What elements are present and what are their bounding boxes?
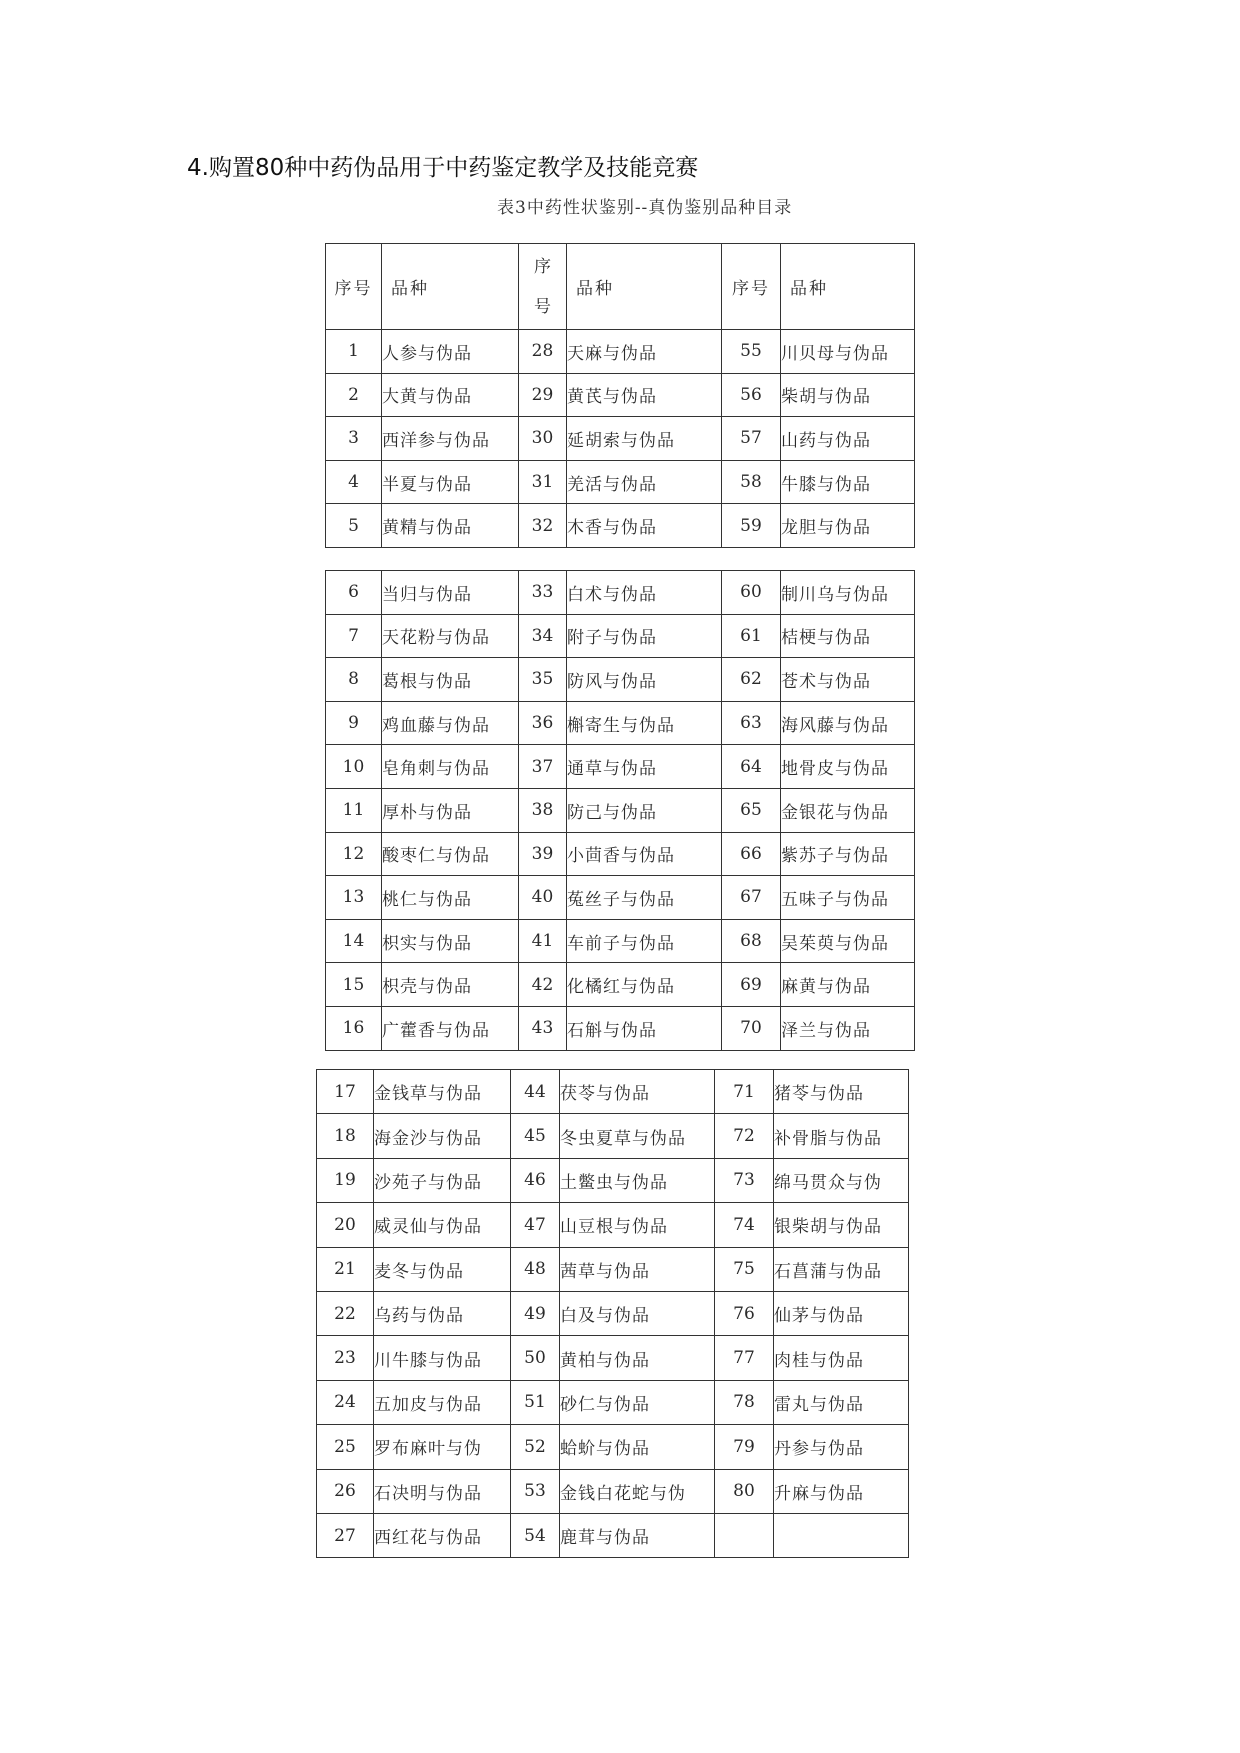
variety-cell: 五加皮与伪品 xyxy=(374,1380,511,1424)
variety-cell: 木香与伪品 xyxy=(567,504,722,548)
table-row xyxy=(317,1291,909,1335)
variety-cell: 银柴胡与伪品 xyxy=(774,1203,909,1247)
seq-cell: 3 xyxy=(326,417,382,461)
variety-cell: 菟丝子与伪品 xyxy=(567,876,722,920)
variety-cell: 川牛膝与伪品 xyxy=(374,1336,511,1380)
seq-cell: 32 xyxy=(519,504,567,548)
variety-cell: 绵马贯众与伪 xyxy=(774,1158,909,1202)
variety-cell: 黄柏与伪品 xyxy=(560,1336,715,1380)
variety-cell: 仙茅与伪品 xyxy=(774,1291,909,1335)
variety-cell: 广藿香与伪品 xyxy=(382,1006,519,1050)
variety-cell: 附子与伪品 xyxy=(567,614,722,658)
variety-cell: 茜草与伪品 xyxy=(560,1247,715,1291)
seq-cell: 77 xyxy=(715,1336,774,1380)
variety-cell: 金钱草与伪品 xyxy=(374,1070,511,1114)
header-variety: 品种 xyxy=(567,244,722,330)
seq-cell: 34 xyxy=(519,614,567,658)
table-row xyxy=(317,1469,909,1513)
seq-cell: 38 xyxy=(519,788,567,832)
table-row xyxy=(317,1203,909,1247)
seq-cell: 67 xyxy=(722,876,781,920)
seq-cell: 42 xyxy=(519,963,567,1007)
variety-cell: 猪苓与伪品 xyxy=(774,1070,909,1114)
seq-cell: 65 xyxy=(722,788,781,832)
seq-cell: 15 xyxy=(326,963,382,1007)
variety-cell: 白术与伪品 xyxy=(567,571,722,615)
seq-cell: 74 xyxy=(715,1203,774,1247)
seq-cell: 78 xyxy=(715,1380,774,1424)
seq-cell: 39 xyxy=(519,832,567,876)
seq-cell: 19 xyxy=(317,1158,374,1202)
variety-cell: 延胡索与伪品 xyxy=(567,417,722,461)
variety-cell: 地骨皮与伪品 xyxy=(781,745,915,789)
table-block-3 xyxy=(316,1069,909,1558)
seq-cell: 14 xyxy=(326,919,382,963)
variety-cell: 石菖蒲与伪品 xyxy=(774,1247,909,1291)
table-row xyxy=(317,1114,909,1158)
seq-cell: 25 xyxy=(317,1425,374,1469)
variety-cell: 金银花与伪品 xyxy=(781,788,915,832)
seq-cell: 50 xyxy=(511,1336,560,1380)
table-row xyxy=(317,1247,909,1291)
seq-cell: 79 xyxy=(715,1425,774,1469)
variety-cell: 乌药与伪品 xyxy=(374,1291,511,1335)
variety-cell: 雷丸与伪品 xyxy=(774,1380,909,1424)
seq-cell: 58 xyxy=(722,460,781,504)
seq-cell: 8 xyxy=(326,658,382,702)
section-heading: 4.购置80种中药伪品用于中药鉴定教学及技能竞赛 xyxy=(187,155,699,181)
table-caption: 表3中药性状鉴别--真伪鉴别品种目录 xyxy=(497,198,793,218)
seq-cell: 4 xyxy=(326,460,382,504)
table-row xyxy=(326,330,915,374)
variety-cell: 麻黄与伪品 xyxy=(781,963,915,1007)
variety-cell: 石斛与伪品 xyxy=(567,1006,722,1050)
header-variety: 品种 xyxy=(382,244,519,330)
seq-cell: 40 xyxy=(519,876,567,920)
table-row xyxy=(326,1006,915,1050)
seq-cell: 71 xyxy=(715,1070,774,1114)
seq-cell: 52 xyxy=(511,1425,560,1469)
variety-cell: 防己与伪品 xyxy=(567,788,722,832)
variety-cell: 龙胆与伪品 xyxy=(781,504,915,548)
table-row xyxy=(326,745,915,789)
seq-cell: 37 xyxy=(519,745,567,789)
seq-cell: 48 xyxy=(511,1247,560,1291)
seq-cell: 51 xyxy=(511,1380,560,1424)
seq-cell: 29 xyxy=(519,373,567,417)
variety-cell: 制川乌与伪品 xyxy=(781,571,915,615)
seq-cell: 54 xyxy=(511,1513,560,1557)
seq-cell: 2 xyxy=(326,373,382,417)
seq-cell: 41 xyxy=(519,919,567,963)
seq-cell: 31 xyxy=(519,460,567,504)
variety-cell: 西洋参与伪品 xyxy=(382,417,519,461)
seq-cell: 33 xyxy=(519,571,567,615)
table-row xyxy=(326,963,915,1007)
seq-cell: 66 xyxy=(722,832,781,876)
variety-cell: 海风藤与伪品 xyxy=(781,701,915,745)
variety-cell: 肉桂与伪品 xyxy=(774,1336,909,1380)
variety-cell: 海金沙与伪品 xyxy=(374,1114,511,1158)
variety-cell: 麦冬与伪品 xyxy=(374,1247,511,1291)
variety-cell: 桃仁与伪品 xyxy=(382,876,519,920)
seq-cell: 18 xyxy=(317,1114,374,1158)
variety-cell: 桔梗与伪品 xyxy=(781,614,915,658)
header-seq: 序号 xyxy=(326,244,382,330)
variety-cell: 鹿茸与伪品 xyxy=(560,1513,715,1557)
variety-cell: 半夏与伪品 xyxy=(382,460,519,504)
table-block-2 xyxy=(325,570,915,1051)
seq-cell xyxy=(715,1513,774,1557)
seq-cell: 44 xyxy=(511,1070,560,1114)
seq-cell: 57 xyxy=(722,417,781,461)
table-row xyxy=(326,701,915,745)
variety-cell: 羌活与伪品 xyxy=(567,460,722,504)
variety-cell xyxy=(774,1513,909,1557)
seq-cell: 28 xyxy=(519,330,567,374)
table-row xyxy=(326,658,915,702)
seq-cell: 35 xyxy=(519,658,567,702)
variety-cell: 丹参与伪品 xyxy=(774,1425,909,1469)
seq-cell: 75 xyxy=(715,1247,774,1291)
seq-cell: 24 xyxy=(317,1380,374,1424)
variety-cell: 沙苑子与伪品 xyxy=(374,1158,511,1202)
variety-cell: 天花粉与伪品 xyxy=(382,614,519,658)
seq-cell: 69 xyxy=(722,963,781,1007)
table-header-row xyxy=(326,244,915,330)
seq-cell: 64 xyxy=(722,745,781,789)
seq-cell: 61 xyxy=(722,614,781,658)
variety-cell: 人参与伪品 xyxy=(382,330,519,374)
variety-cell: 苍术与伪品 xyxy=(781,658,915,702)
variety-cell: 槲寄生与伪品 xyxy=(567,701,722,745)
variety-cell: 金钱白花蛇与伪 xyxy=(560,1469,715,1513)
seq-cell: 1 xyxy=(326,330,382,374)
variety-cell: 五味子与伪品 xyxy=(781,876,915,920)
seq-cell: 63 xyxy=(722,701,781,745)
table-row xyxy=(326,460,915,504)
seq-cell: 22 xyxy=(317,1291,374,1335)
seq-cell: 59 xyxy=(722,504,781,548)
variety-cell: 川贝母与伪品 xyxy=(781,330,915,374)
seq-cell: 55 xyxy=(722,330,781,374)
table-row xyxy=(326,373,915,417)
seq-cell: 70 xyxy=(722,1006,781,1050)
variety-cell: 枳实与伪品 xyxy=(382,919,519,963)
seq-cell: 60 xyxy=(722,571,781,615)
seq-cell: 20 xyxy=(317,1203,374,1247)
table-row xyxy=(326,919,915,963)
seq-cell: 12 xyxy=(326,832,382,876)
table-row xyxy=(326,504,915,548)
variety-cell: 皂角刺与伪品 xyxy=(382,745,519,789)
seq-cell: 13 xyxy=(326,876,382,920)
variety-cell: 牛膝与伪品 xyxy=(781,460,915,504)
variety-cell: 石决明与伪品 xyxy=(374,1469,511,1513)
seq-cell: 17 xyxy=(317,1070,374,1114)
seq-cell: 7 xyxy=(326,614,382,658)
table-row xyxy=(317,1070,909,1114)
table-row xyxy=(326,876,915,920)
variety-cell: 吴茱萸与伪品 xyxy=(781,919,915,963)
header-seq: 序号 xyxy=(722,244,781,330)
variety-cell: 山豆根与伪品 xyxy=(560,1203,715,1247)
seq-cell: 36 xyxy=(519,701,567,745)
variety-cell: 防风与伪品 xyxy=(567,658,722,702)
variety-cell: 罗布麻叶与伪 xyxy=(374,1425,511,1469)
seq-cell: 45 xyxy=(511,1114,560,1158)
seq-cell: 10 xyxy=(326,745,382,789)
table-row xyxy=(317,1158,909,1202)
variety-cell: 土鳖虫与伪品 xyxy=(560,1158,715,1202)
table-row xyxy=(317,1425,909,1469)
variety-cell: 西红花与伪品 xyxy=(374,1513,511,1557)
seq-cell: 46 xyxy=(511,1158,560,1202)
variety-cell: 化橘红与伪品 xyxy=(567,963,722,1007)
variety-cell: 鸡血藤与伪品 xyxy=(382,701,519,745)
variety-cell: 酸枣仁与伪品 xyxy=(382,832,519,876)
table-block-1 xyxy=(325,243,915,548)
table-row xyxy=(317,1513,909,1557)
variety-cell: 大黄与伪品 xyxy=(382,373,519,417)
seq-cell: 16 xyxy=(326,1006,382,1050)
seq-cell: 73 xyxy=(715,1158,774,1202)
variety-cell: 冬虫夏草与伪品 xyxy=(560,1114,715,1158)
seq-cell: 80 xyxy=(715,1469,774,1513)
table-row xyxy=(326,788,915,832)
variety-cell: 车前子与伪品 xyxy=(567,919,722,963)
table-row xyxy=(326,832,915,876)
seq-cell: 68 xyxy=(722,919,781,963)
seq-cell: 9 xyxy=(326,701,382,745)
variety-cell: 升麻与伪品 xyxy=(774,1469,909,1513)
variety-cell: 天麻与伪品 xyxy=(567,330,722,374)
table-row xyxy=(317,1336,909,1380)
seq-cell: 11 xyxy=(326,788,382,832)
variety-cell: 补骨脂与伪品 xyxy=(774,1114,909,1158)
header-seq-vertical: 序 号 xyxy=(519,244,567,330)
seq-cell: 53 xyxy=(511,1469,560,1513)
variety-cell: 小茴香与伪品 xyxy=(567,832,722,876)
seq-cell: 43 xyxy=(519,1006,567,1050)
variety-cell: 白及与伪品 xyxy=(560,1291,715,1335)
seq-cell: 30 xyxy=(519,417,567,461)
table-row xyxy=(326,417,915,461)
variety-cell: 通草与伪品 xyxy=(567,745,722,789)
variety-cell: 紫苏子与伪品 xyxy=(781,832,915,876)
variety-cell: 葛根与伪品 xyxy=(382,658,519,702)
variety-cell: 厚朴与伪品 xyxy=(382,788,519,832)
seq-cell: 5 xyxy=(326,504,382,548)
seq-cell: 27 xyxy=(317,1513,374,1557)
table-row xyxy=(326,614,915,658)
seq-cell: 72 xyxy=(715,1114,774,1158)
variety-cell: 蛤蚧与伪品 xyxy=(560,1425,715,1469)
seq-cell: 62 xyxy=(722,658,781,702)
variety-cell: 柴胡与伪品 xyxy=(781,373,915,417)
variety-cell: 黄芪与伪品 xyxy=(567,373,722,417)
seq-cell: 26 xyxy=(317,1469,374,1513)
seq-cell: 23 xyxy=(317,1336,374,1380)
variety-cell: 黄精与伪品 xyxy=(382,504,519,548)
seq-cell: 6 xyxy=(326,571,382,615)
table-row xyxy=(317,1380,909,1424)
table-row xyxy=(326,571,915,615)
variety-cell: 威灵仙与伪品 xyxy=(374,1203,511,1247)
variety-cell: 砂仁与伪品 xyxy=(560,1380,715,1424)
seq-cell: 76 xyxy=(715,1291,774,1335)
header-variety: 品种 xyxy=(781,244,915,330)
variety-cell: 茯苓与伪品 xyxy=(560,1070,715,1114)
variety-cell: 枳壳与伪品 xyxy=(382,963,519,1007)
variety-cell: 山药与伪品 xyxy=(781,417,915,461)
seq-cell: 56 xyxy=(722,373,781,417)
seq-cell: 49 xyxy=(511,1291,560,1335)
variety-cell: 当归与伪品 xyxy=(382,571,519,615)
seq-cell: 21 xyxy=(317,1247,374,1291)
seq-cell: 47 xyxy=(511,1203,560,1247)
variety-cell: 泽兰与伪品 xyxy=(781,1006,915,1050)
